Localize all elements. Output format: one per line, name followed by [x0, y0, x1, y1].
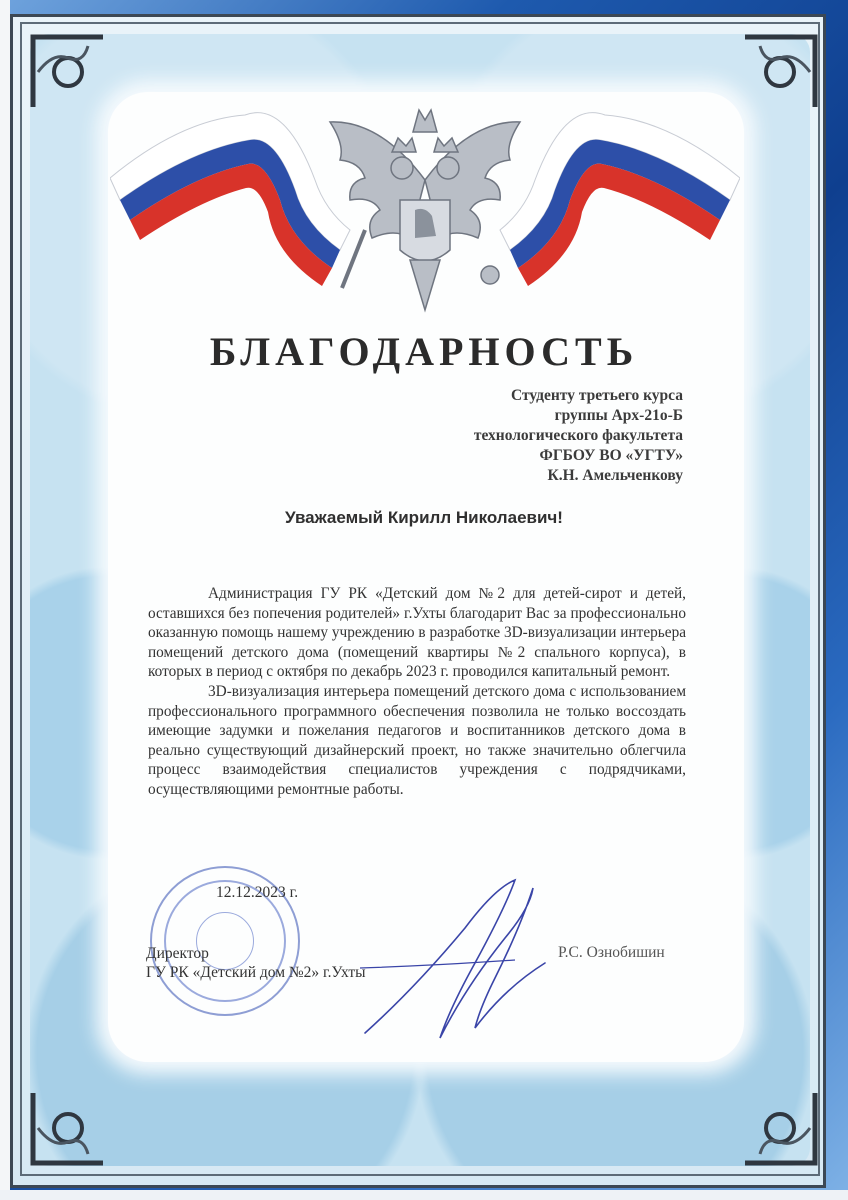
recipient-block — [474, 386, 683, 486]
letter-body — [148, 584, 686, 800]
corner-ornament-bottom-left — [28, 1088, 108, 1168]
body-paragraph-1: Администрация ГУ РК «Детский дом №2 для детей-сирот и детей, оставшихся без попечения родителей» г.Ухты благодарит Вас за профессионально оказанную помощь нашему учреждению в разработке 3D-визуализации интерьера помещений детского дома (помещений квартиры №2 спального корпуса), в которых в период с октября по декабрь 2023 г. проводился капитальный ремонт. — [148, 585, 687, 681]
corner-ornament-top-left — [28, 32, 108, 112]
body-paragraph-2: 3D-визуализация интерьера помещений детского дома с использованием профессионального программного обеспечения позволила не только воссоздать имеющие задумки и пожелания педагогов и воспитанников детского дома в реально существующий дизайнерский проект, но также значительно облегчила процесс взаимодействия специалистов учреждения с подрядчиками, осуществляющими ремонтные работы. — [148, 682, 686, 798]
recipient-line: технологического факультета — [473, 427, 683, 444]
document-date: 12.12.2023 г. — [216, 884, 299, 901]
signatory-position: Директор — [146, 945, 209, 962]
signatory-organization: ГУ РК «Детский дом №2» г.Ухты — [146, 964, 366, 981]
scan-edge-bottom — [0, 1190, 848, 1200]
signatory-block — [146, 944, 366, 982]
corner-ornament-top-right — [740, 32, 820, 112]
greeting: Уважаемый Кирилл Николаевич! — [285, 508, 563, 527]
handwritten-signature — [355, 868, 555, 1048]
scan-edge-left — [0, 0, 10, 1200]
recipient-line: К.Н. Амельченкову — [547, 467, 683, 484]
recipient-line: группы Арх-21о-Б — [554, 407, 683, 424]
recipient-line: ФГБОУ ВО «УГТУ» — [539, 447, 683, 464]
signatory-name: Р.С. Ознобишин — [558, 944, 665, 961]
recipient-line: Студенту третьего курса — [510, 387, 683, 404]
emblem-with-ribbons — [110, 60, 740, 330]
document-title: БЛАГОДАРНОСТЬ — [209, 329, 639, 374]
corner-ornament-bottom-right — [740, 1088, 820, 1168]
